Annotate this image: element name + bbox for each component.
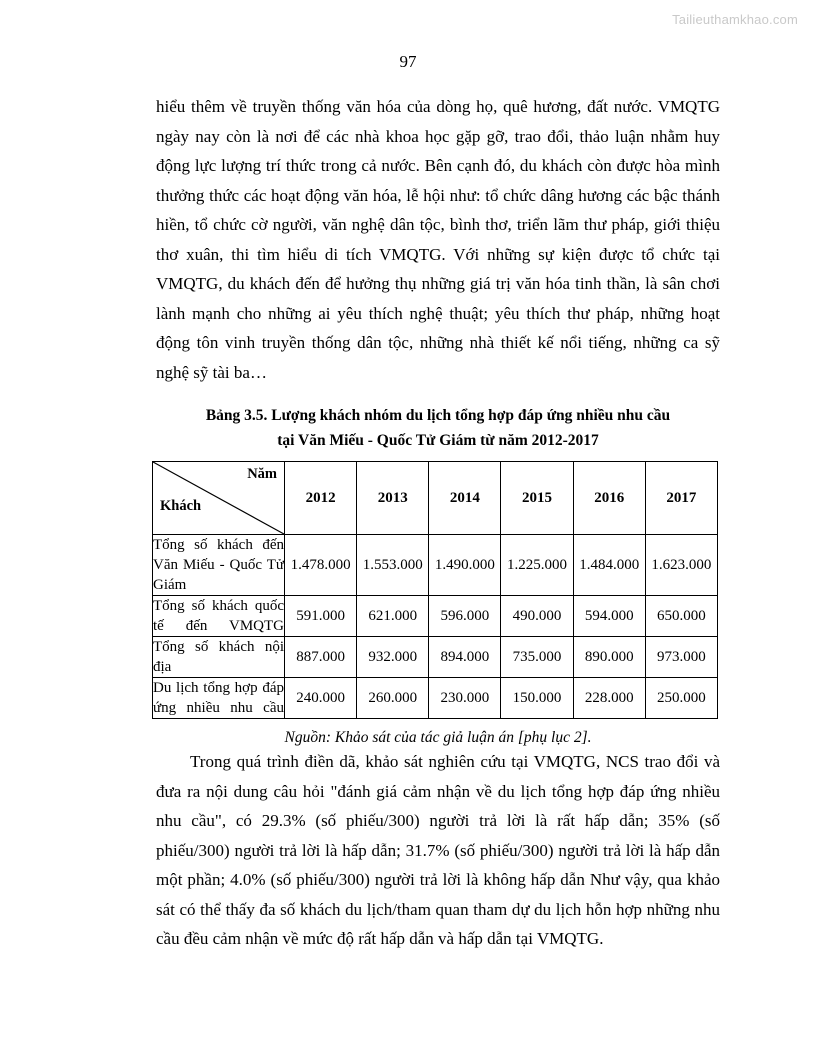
page-number: 97 xyxy=(399,52,417,71)
guest-statistics-table xyxy=(152,461,718,719)
table-corner-cell xyxy=(153,462,285,535)
table-row xyxy=(153,637,718,678)
table-cell: 1.484.000 xyxy=(573,535,645,596)
table-cell: 1.490.000 xyxy=(429,535,501,596)
table-cell: 228.000 xyxy=(573,678,645,719)
table-cell: 1.478.000 xyxy=(285,535,357,596)
row-label: Tổng số khách đến Văn Miếu - Quốc Tử Giám xyxy=(153,535,285,596)
table-body xyxy=(153,535,718,719)
table-cell: 887.000 xyxy=(285,637,357,678)
corner-label-guest: Khách xyxy=(160,498,202,514)
table-cell: 150.000 xyxy=(501,678,573,719)
table-row xyxy=(153,535,718,596)
corner-label-year: Năm xyxy=(247,466,277,482)
table-cell: 490.000 xyxy=(501,596,573,637)
table-caption xyxy=(156,403,720,453)
table-row xyxy=(153,678,718,719)
table-cell: 596.000 xyxy=(429,596,501,637)
table-row xyxy=(153,596,718,637)
table-header-row xyxy=(153,462,718,535)
table-source-note: Nguồn: Khảo sát của tác giả luận án [phụ lục 2]. xyxy=(284,729,592,746)
table-cell: 621.000 xyxy=(357,596,429,637)
table-caption-line-2: tại Văn Miếu - Quốc Tử Giám từ năm 2012-2017 xyxy=(277,432,599,449)
table-cell: 890.000 xyxy=(573,637,645,678)
column-header-2012: 2012 xyxy=(285,462,357,535)
table-cell: 1.225.000 xyxy=(501,535,573,596)
table-cell: 932.000 xyxy=(357,637,429,678)
table-cell: 735.000 xyxy=(501,637,573,678)
table-cell: 591.000 xyxy=(285,596,357,637)
table-cell: 894.000 xyxy=(429,637,501,678)
paragraph-top: hiểu thêm về truyền thống văn hóa của dòng họ, quê hương, đất nước. VMQTG ngày nay còn là nơi để các nhà khoa học gặp gỡ, trao đổi, thảo luận nhằm huy động lực lượng trí thức trong cả nước. Bên cạnh đó, du khách còn được hòa mình thưởng thức các hoạt động văn hóa, lễ hội như: tổ chức dâng hương các bậc thánh hiền, tổ chức cờ người, văn nghệ dân tộc, bình thơ, triển lãm thư pháp, giới thiệu thơ xuân, thi tìm hiểu di tích VMQTG. Với những sự kiện được tổ chức tại VMQTG, du khách đến để hưởng thụ những giá trị văn hóa tinh thần, là sân chơi lành mạnh cho những ai yêu thích nghệ thuật; yêu thích thư pháp, những hoạt động tôn vinh truyền thống dân tộc, những nhà thiết kế nổi tiếng, những ca sỹ nghệ sỹ tài ba… xyxy=(156,97,720,382)
row-label: Tổng số khách nội địa xyxy=(153,637,285,678)
column-header-2013: 2013 xyxy=(357,462,429,535)
paragraph-bottom: Trong quá trình điền dã, khảo sát nghiên cứu tại VMQTG, NCS trao đổi và đưa ra nội dung câu hỏi "đánh giá cảm nhận về du lịch tổng hợp đáp ứng nhiều nhu cầu", có 29.3% (số phiếu/300) người trả lời là rất hấp dẫn; 35% (số phiếu/300) người trả lời là hấp dẫn; 31.7% (số phiếu/300) người trả lời là hấp dẫn một phần; 4.0% (số phiếu/300) người trả lời là không hấp dẫn Như vậy, qua khảo sát có thể thấy đa số khách du lịch/tham quan tham dự du lịch hỗn hợp những nhu cầu đều cảm nhận về mức độ rất hấp dẫn và hấp dẫn tại VMQTG. xyxy=(156,752,720,948)
row-label: Tổng số khách quốc tế đến VMQTG xyxy=(153,596,285,637)
table-header xyxy=(153,462,718,535)
column-header-2014: 2014 xyxy=(429,462,501,535)
table-cell: 230.000 xyxy=(429,678,501,719)
column-header-2017: 2017 xyxy=(645,462,717,535)
table-cell: 1.623.000 xyxy=(645,535,717,596)
table-cell: 973.000 xyxy=(645,637,717,678)
table-cell: 650.000 xyxy=(645,596,717,637)
column-header-2015: 2015 xyxy=(501,462,573,535)
table-cell: 240.000 xyxy=(285,678,357,719)
table-cell: 250.000 xyxy=(645,678,717,719)
watermark-text: Tailieuthamkhao.com xyxy=(672,12,798,27)
column-header-2016: 2016 xyxy=(573,462,645,535)
table-cell: 1.553.000 xyxy=(357,535,429,596)
row-label: Du lịch tổng hợp đáp ứng nhiều nhu cầu xyxy=(153,678,285,719)
table-cell: 260.000 xyxy=(357,678,429,719)
table-cell: 594.000 xyxy=(573,596,645,637)
table-caption-line-1: Bảng 3.5. Lượng khách nhóm du lịch tổng hợp đáp ứng nhiều nhu cầu xyxy=(205,407,671,424)
page-content xyxy=(153,92,720,954)
